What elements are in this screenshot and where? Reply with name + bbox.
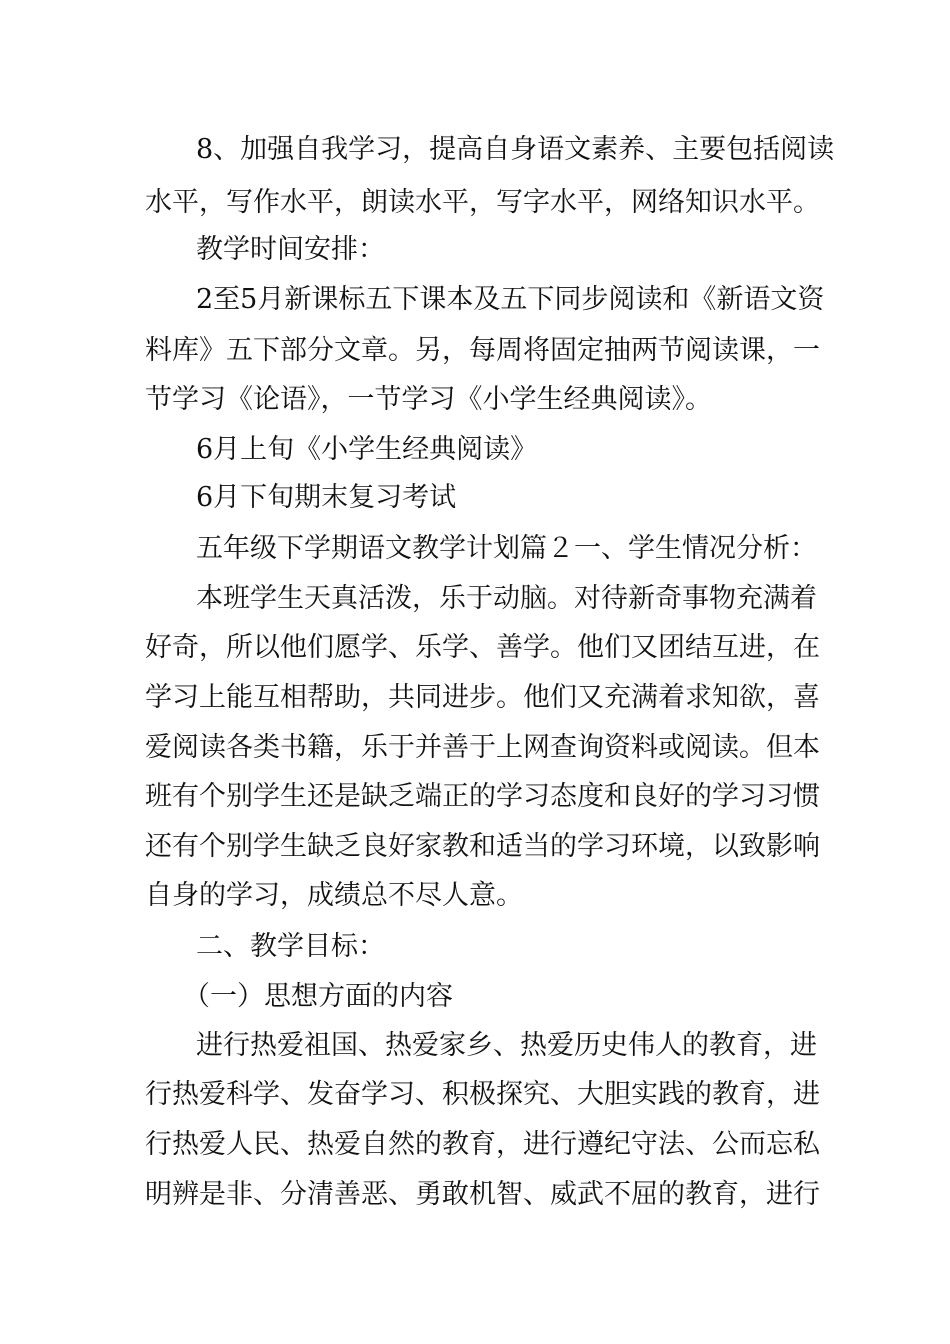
text-line: 6月下旬期末复习考试 bbox=[196, 482, 457, 513]
text-line: 进行热爱祖国、热爱家乡、热爱历史伟人的教育，进 bbox=[196, 1030, 817, 1061]
subsection-heading: （一）思想方面的内容 bbox=[183, 981, 453, 1012]
text-line: 教学时间安排： bbox=[196, 234, 385, 265]
text-line: 好奇，所以他们愿学、乐学、善学。他们又团结互进，在 bbox=[145, 632, 820, 663]
text-line: 自身的学习，成绩总不尽人意。 bbox=[145, 880, 523, 911]
section-heading: 五年级下学期语文教学计划篇２一、学生情况分析： bbox=[196, 533, 817, 564]
text-line: 还有个别学生缺乏良好家教和适当的学习环境，以致影响 bbox=[145, 831, 820, 862]
text-line: 学习上能互相帮助，共同进步。他们又充满着求知欲，喜 bbox=[145, 682, 820, 713]
section-heading: 二、教学目标： bbox=[196, 931, 385, 962]
text-line: 2至5月新课标五下课本及五下同步阅读和《新语文资 bbox=[196, 284, 825, 315]
text-line: 爱阅读各类书籍，乐于并善于上网查询资料或阅读。但本 bbox=[145, 732, 820, 763]
text-line: 6月上旬《小学生经典阅读》 bbox=[196, 434, 538, 465]
text-line: 行热爱科学、发奋学习、积极探究、大胆实践的教育，进 bbox=[145, 1079, 820, 1110]
text-line: 班有个别学生还是缺乏端正的学习态度和良好的学习习惯 bbox=[145, 781, 820, 812]
text-line: 8、加强自我学习，提高自身语文素养、主要包括阅读 bbox=[196, 134, 835, 165]
text-line: 节学习《论语》，一节学习《小学生经典阅读》。 bbox=[145, 384, 712, 415]
text-line: 本班学生天真活泼，乐于动脑。对待新奇事物充满着 bbox=[196, 583, 817, 614]
text-line: 料库》五下部分文章。另，每周将固定抽两节阅读课，一 bbox=[145, 335, 820, 366]
text-line: 水平，写作水平，朗读水平，写字水平，网络知识水平。 bbox=[145, 187, 820, 218]
text-line: 明辨是非、分清善恶、勇敢机智、威武不屈的教育，进行 bbox=[145, 1179, 820, 1210]
text-line: 行热爱人民、热爱自然的教育，进行遵纪守法、公而忘私 bbox=[145, 1129, 820, 1160]
